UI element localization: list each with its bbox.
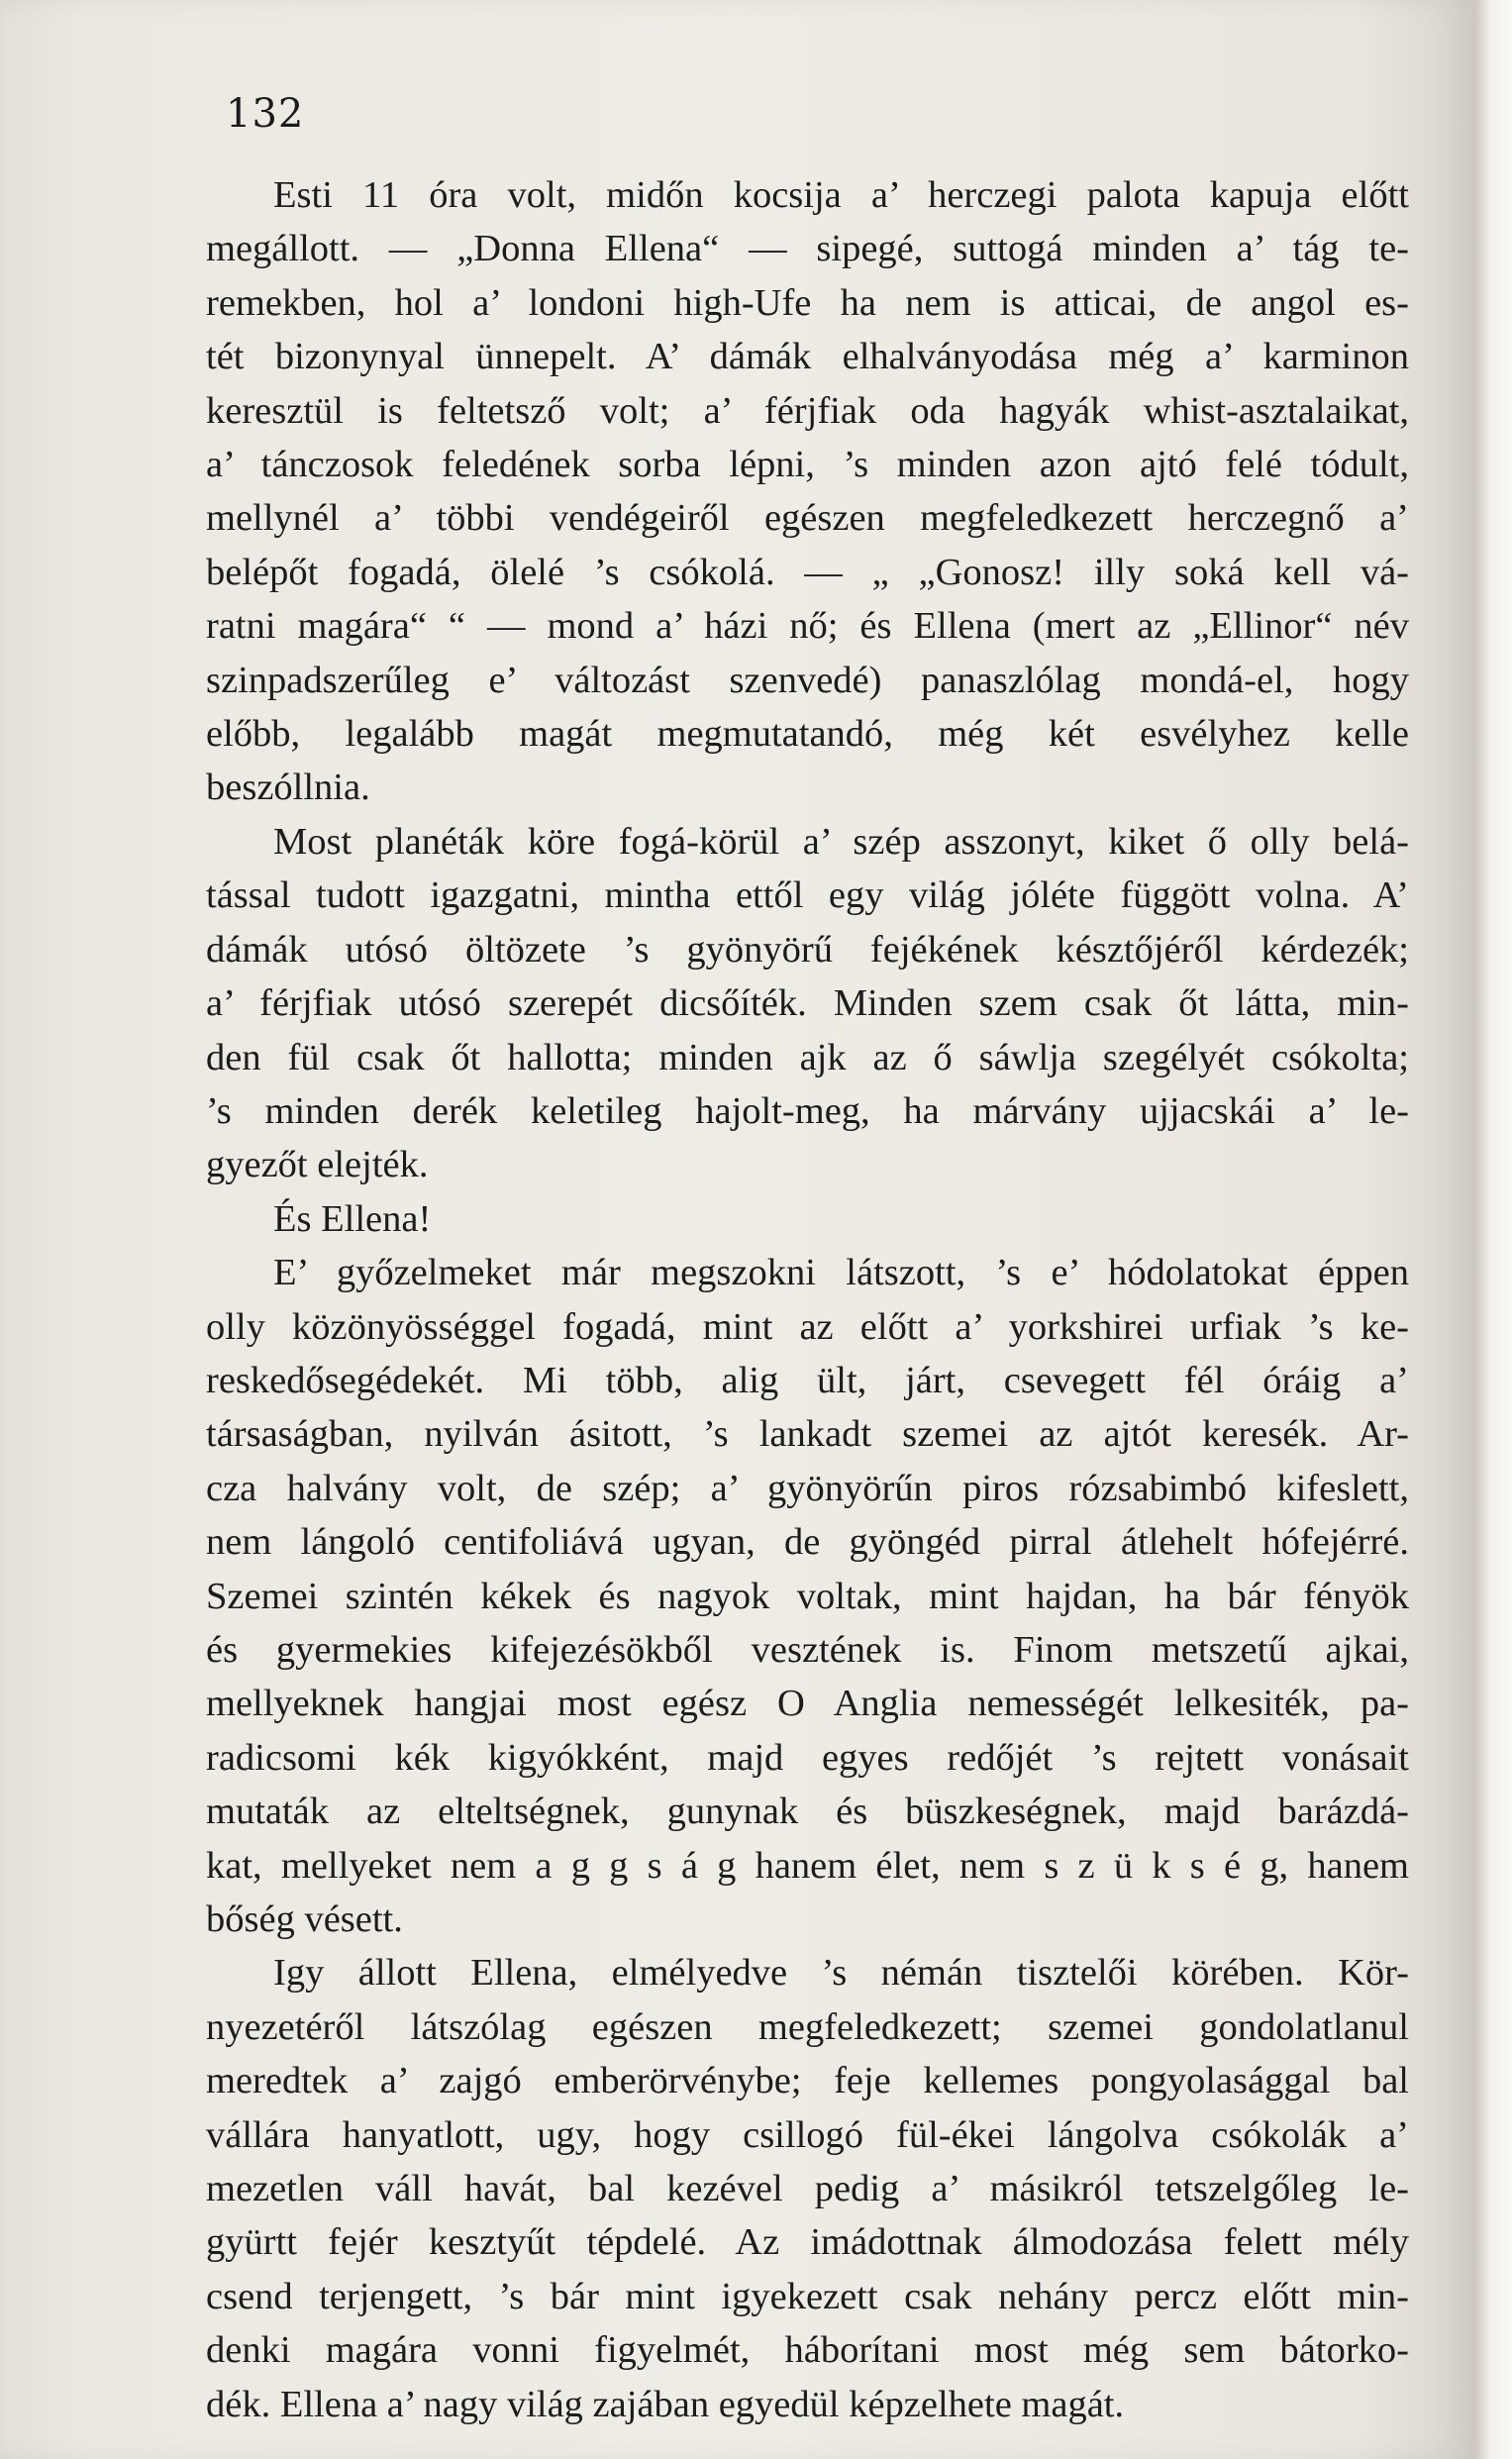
text-line: megállott. — „Donna Ellena“ — sipegé, suttogá minden a’ tág te- (206, 228, 1409, 270)
paragraph-3 (206, 1192, 1409, 1246)
text-line: Most planéták köre fogá-körül a’ szép asszonyt, kiket ő olly belá- (273, 820, 1409, 863)
text-line: nyezetéről látszólag egészen megfeledkezett; szemei gondolatlanul (206, 2005, 1409, 2048)
text-line: tét bizonynyal ünnepelt. A’ dámák elhalványodása még a’ karminon (206, 336, 1409, 378)
adjacent-page-edge (1475, 0, 1512, 2459)
text-line: radicsomi kék kigyókként, majd egyes redőjét ’s rejtett vonásait (206, 1736, 1409, 1779)
text-line: keresztül is feltetsző volt; a’ férjfiak oda hagyák whist-asztalaikat, (206, 389, 1409, 432)
text-line: reskedősegédekét. Mi több, alig ült, járt, csevegett fél óráig a’ (206, 1359, 1409, 1401)
text-line: társaságban, nyilván ásitott, ’s lankadt szemei az ajtót keresék. Ar- (206, 1413, 1409, 1456)
paragraph-1 (206, 168, 1409, 815)
text-line: mutaták az elteltségnek, gunynak és büszkeségnek, majd barázdá- (206, 1791, 1409, 1833)
paragraph-5 (206, 1946, 1409, 2431)
text-line: mellyeknek hangjai most egész O Anglia nemességét lelkesiték, pa- (206, 1683, 1409, 1725)
text-line: Szemei szintén kékek és nagyok voltak, mint hajdan, ha bár fényök (206, 1575, 1409, 1617)
paragraph-2 (206, 815, 1409, 1192)
text-line: Igy állott Ellena, elmélyedve ’s némán tisztelői körében. Kör- (273, 1952, 1409, 1995)
text-line: gyürtt fejér kesztyűt tépdelé. Az imádottnak álmodozása felett mély (206, 2221, 1409, 2264)
text-line: beszóllnia. (206, 767, 370, 809)
paragraph-4 (206, 1246, 1409, 1946)
text-line: mellynél a’ többi vendégeiről egészen megfeledkezett herczegnő a’ (206, 497, 1409, 540)
text-line: ratni magára“ “ — mond a’ házi nő; és Ellena (mert az „Ellinor“ név (206, 605, 1409, 648)
text-line: olly közönyösséggel fogadá, mint az előtt a’ yorkshirei urfiak ’s ke- (206, 1305, 1409, 1348)
text-line: denki magára vonni figyelmét, háborítani most még sem bátorko- (206, 2329, 1409, 2372)
text-line: mezetlen váll havát, bal kezével pedig a’ másikról tetszelgőleg le- (206, 2168, 1409, 2210)
text-line: cza halvány volt, de szép; a’ gyönyörűn piros rózsabimbó kifeslett, (206, 1467, 1409, 1509)
text-line: dámák utósó öltözete ’s gyönyörű fejékének késztőjéről kérdezék; (206, 928, 1409, 971)
text-line: Esti 11 óra volt, midőn kocsija a’ herczegi palota kapuja előtt (273, 174, 1409, 216)
body-text (206, 168, 1409, 2431)
text-line: dék. Ellena a’ nagy világ zajában egyedül képzelhete magát. (206, 2383, 1125, 2425)
text-line: nem lángoló centifoliává ugyan, de gyöngéd pirral átlehelt hófejérré. (206, 1521, 1409, 1564)
text-line: És Ellena! (273, 1197, 432, 1240)
text-line: és gyermekies kifejezésökből vesztének is. Finom metszetű ajkai, (206, 1628, 1409, 1671)
text-line: kat, mellyeket nem a g g s á g hanem élet, nem s z ü k s é g, hanem (206, 1844, 1409, 1887)
text-line: vállára hanyatlott, ugy, hogy csillogó fül-ékei lángolva csókolák a’ (206, 2113, 1409, 2156)
text-line: előbb, legalább magát megmutatandó, még két esvélyhez kelle (206, 713, 1409, 756)
text-line: meredtek a’ zajgó emberörvénybe; feje kellemes pongyolasággal bal (206, 2060, 1409, 2102)
text-line: E’ győzelmeket már megszokni látszott, ’s e’ hódolatokat éppen (273, 1252, 1409, 1294)
text-line: tással tudott igazgatni, mintha ettől egy világ jóléte függött volna. A’ (206, 874, 1409, 917)
text-line: szinpadszerűleg e’ változást szenvedé) panaszlólag mondá-el, hogy (206, 659, 1409, 701)
text-line: remekben, hol a’ londoni high-Ufe ha nem is atticai, de angol es- (206, 281, 1409, 324)
text-line: a’ tánczosok feledének sorba lépni, ’s minden azon ajtó felé tódult, (206, 444, 1409, 486)
page-number: 132 (226, 91, 305, 137)
text-line: ’s minden derék keletileg hajolt-meg, ha márvány ujjacskái a’ le- (206, 1089, 1409, 1132)
text-line: gyezőt elejték. (206, 1144, 429, 1186)
text-line: den fül csak őt hallotta; minden ajk az ő sáwlja szegélyét csókolta; (206, 1036, 1409, 1078)
text-line: csend terjengett, ’s bár mint igyekezett csak nehány percz előtt min- (206, 2275, 1409, 2317)
text-line: a’ férjfiak utósó szerepét dicsőíték. Minden szem csak őt látta, min- (206, 982, 1409, 1025)
text-line: belépőt fogadá, ölelé ’s csókolá. — „ „Gonosz! illy soká kell vá- (206, 551, 1409, 593)
text-line: bőség vésett. (206, 1898, 403, 1940)
